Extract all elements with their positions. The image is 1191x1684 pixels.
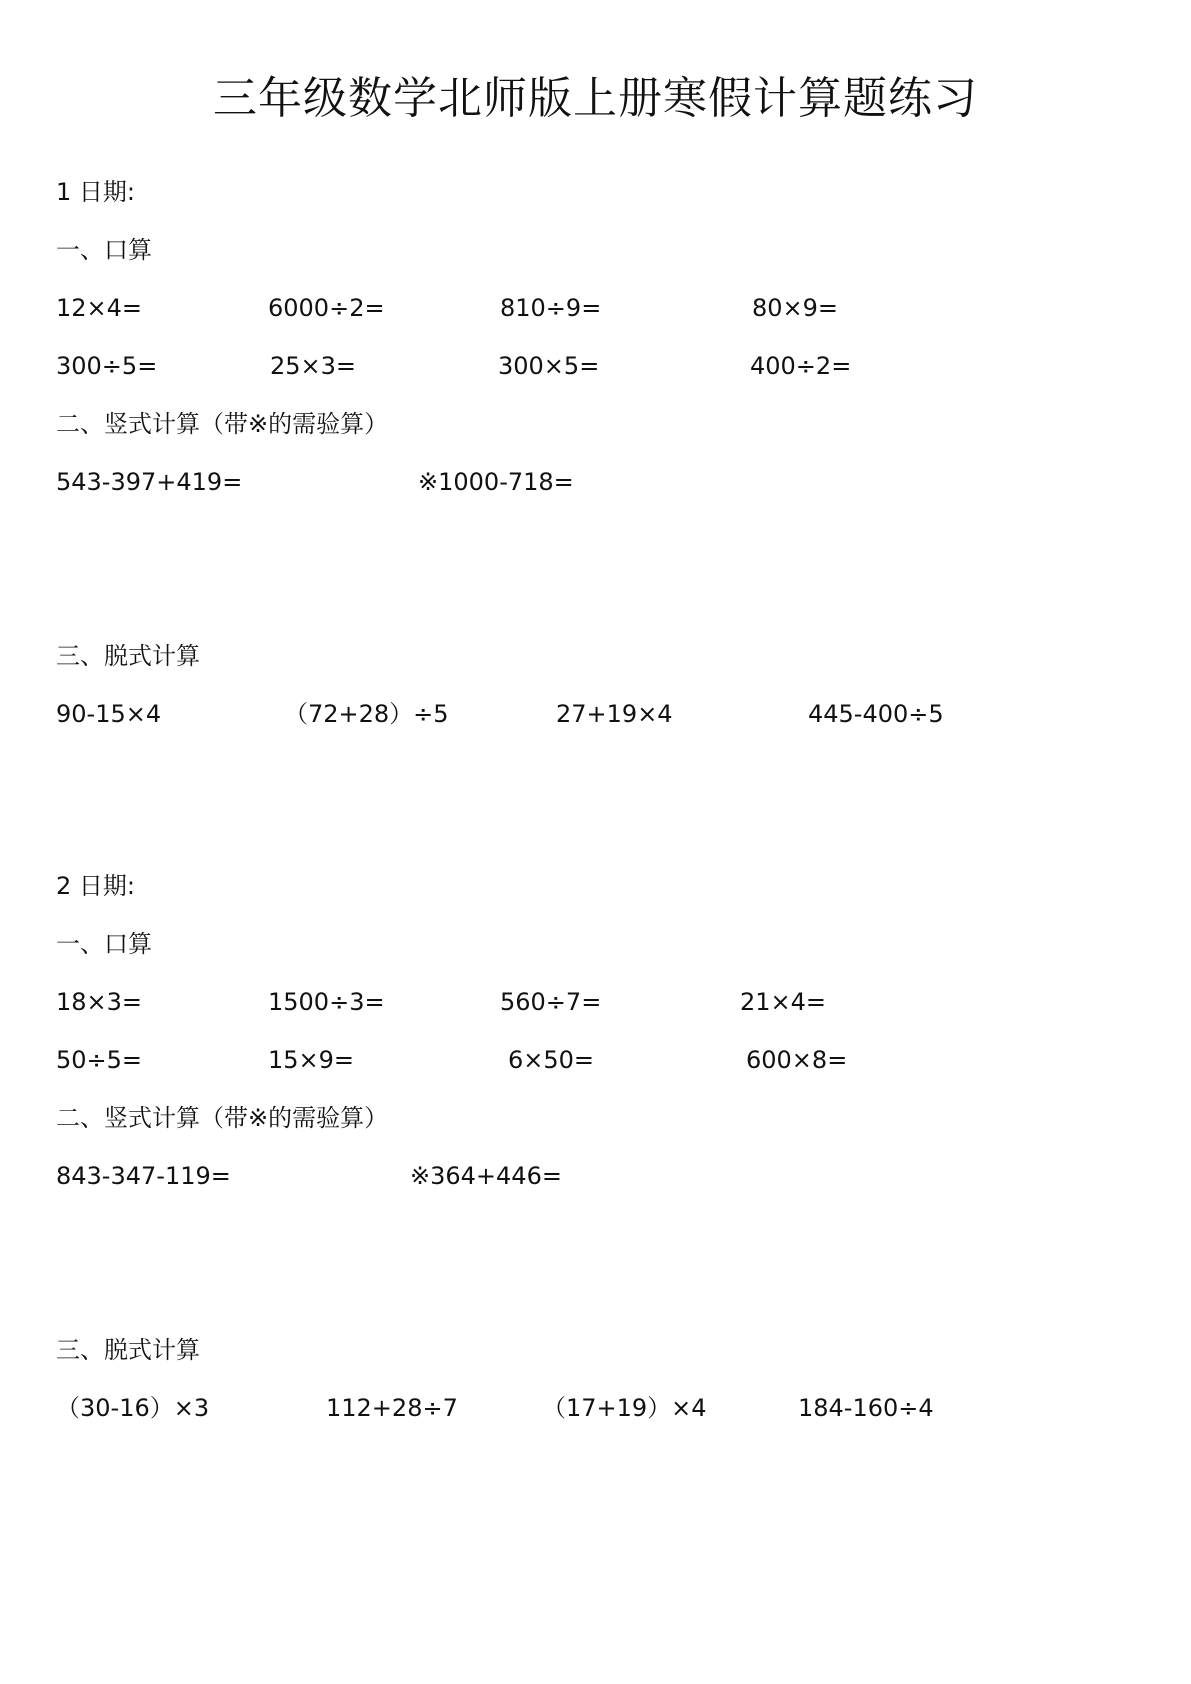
oral-problem: 810÷9= [500, 294, 602, 322]
day-1-vertical-row [0, 466, 1191, 498]
step-problem: 90-15×4 [56, 700, 162, 728]
step-problem: 27+19×4 [556, 700, 673, 728]
day-2-vertical-heading: 二、竖式计算（带※的需验算） [56, 1104, 389, 1132]
oral-problem: 6000÷2= [268, 294, 385, 322]
day-2-oral-row-2 [0, 1044, 1191, 1076]
day-1-oral-row-1 [0, 292, 1191, 324]
vertical-problem: ※1000-718= [418, 468, 574, 496]
vertical-problem: ※364+446= [410, 1162, 562, 1190]
oral-problem: 300×5= [498, 352, 600, 380]
oral-problem: 12×4= [56, 294, 143, 322]
step-problem: 112+28÷7 [326, 1394, 458, 1422]
step-problem: 184-160÷4 [798, 1394, 934, 1422]
oral-problem: 15×9= [268, 1046, 355, 1074]
vertical-problem: 543-397+419= [56, 468, 243, 496]
step-problem: （30-16）×3 [56, 1394, 210, 1422]
step-problem: （72+28）÷5 [284, 700, 449, 728]
day-1-step-row [0, 698, 1191, 730]
day-2-oral-row-1 [0, 986, 1191, 1018]
day-2-step-heading: 三、脱式计算 [56, 1336, 200, 1364]
day-1-oral-row-2 [0, 350, 1191, 382]
day-1-date-label: 1 日期: [56, 178, 135, 206]
oral-problem: 25×3= [270, 352, 357, 380]
page-title: 三年级数学北师版上册寒假计算题练习 [213, 73, 978, 124]
oral-problem: 560÷7= [500, 988, 602, 1016]
oral-problem: 50÷5= [56, 1046, 143, 1074]
day-2-oral-heading: 一、口算 [56, 930, 152, 958]
oral-problem: 1500÷3= [268, 988, 385, 1016]
step-problem: （17+19）×4 [542, 1394, 707, 1422]
oral-problem: 18×3= [56, 988, 143, 1016]
oral-problem: 400÷2= [750, 352, 852, 380]
oral-problem: 300÷5= [56, 352, 158, 380]
oral-problem: 80×9= [752, 294, 839, 322]
day-1-oral-heading: 一、口算 [56, 236, 152, 264]
oral-problem: 6×50= [508, 1046, 595, 1074]
day-2-step-row [0, 1392, 1191, 1424]
vertical-problem: 843-347-119= [56, 1162, 231, 1190]
oral-problem: 600×8= [746, 1046, 848, 1074]
step-problem: 445-400÷5 [808, 700, 944, 728]
day-1-vertical-heading: 二、竖式计算（带※的需验算） [56, 410, 389, 438]
oral-problem: 21×4= [740, 988, 827, 1016]
day-2-vertical-row [0, 1160, 1191, 1192]
day-1-step-heading: 三、脱式计算 [56, 642, 200, 670]
day-2-date-label: 2 日期: [56, 872, 135, 900]
